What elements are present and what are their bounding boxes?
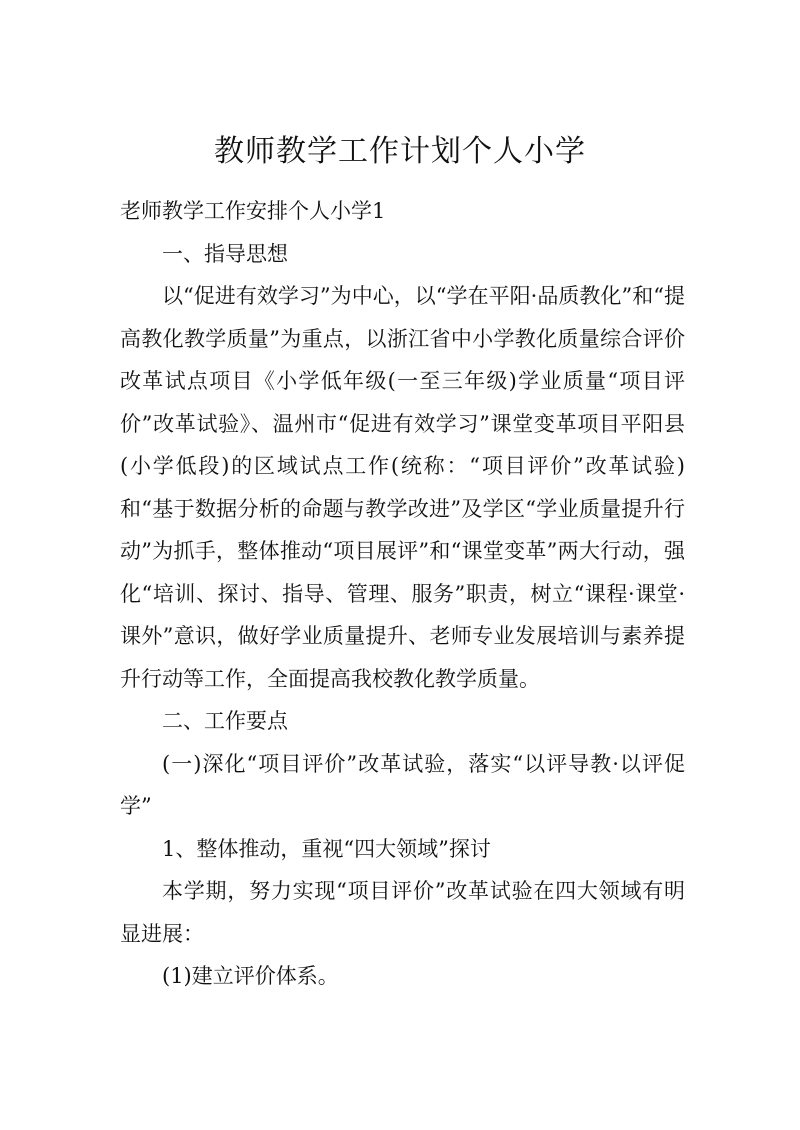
- paragraph-section-2-heading: 二、工作要点: [162, 709, 288, 733]
- paragraph-section-1-heading: 一、指导思想: [162, 241, 288, 266]
- paragraph-semester-goal: 本学期，努力实现“项目评价”改革试验在四大领域有明显进展：: [120, 879, 685, 946]
- paragraph-subsection-1: (一)深化“项目评价”改革试验，落实“以评导教·以评促学”: [120, 751, 685, 818]
- paragraph-item-1: 1、整体推动，重视“四大领域”探讨: [162, 836, 491, 861]
- paragraph-guiding-ideology: 以“促进有效学习”为中心，以“学在平阳·品质教化”和“提高教化教学质量”为重点，以浙江省中小学教化质量综合评价改革试点项目《小学低年级(一至三年级)学业质量“项目评价”改革试验》、温州市“促进有效学习”课堂变革项目平阳县(小学低段)的区域试点工作(统称：“项目评价”改革试验)和“基于数据分析的命题与教学改进”及学区“学业质量提升行动”为抓手，整体推动“项目展评”和“课堂变革”两大行动，强化“培训、探讨、指导、管理、服务”职责，树立“课程·课堂·课外”意识，做好学业质量提升、老师专业发展培训与素养提升行动等工作，全面提高我校教化教学质量。: [120, 284, 685, 691]
- document-title: 教师教学工作计划个人小学: [214, 134, 586, 169]
- paragraph-heading: 老师教学工作安排个人小学1: [120, 199, 386, 223]
- document-body: [120, 190, 685, 998]
- paragraph-item-1-1: (1)建立评价体系。: [162, 964, 339, 988]
